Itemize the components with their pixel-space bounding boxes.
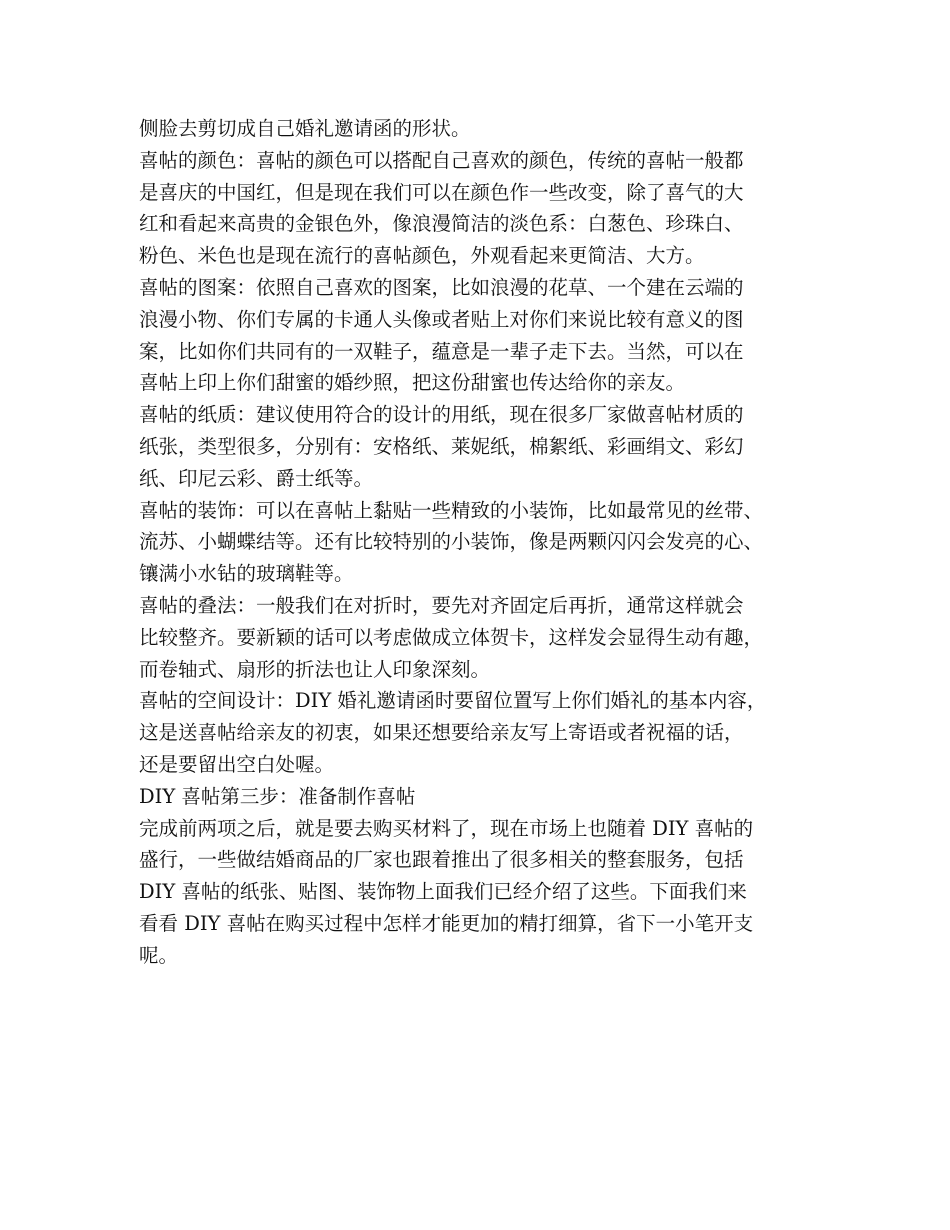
paragraph-space-design — [139, 685, 829, 780]
text-line: 盛行，一些做结婚商品的厂家也跟着推出了很多相关的整套服务，包括 — [139, 848, 744, 872]
text-line: 喜帖的颜色：喜帖的颜色可以搭配自己喜欢的颜色，传统的喜帖一般都 — [139, 148, 744, 172]
paragraph-decoration — [139, 495, 829, 590]
text-line: 喜帖的纸质：建议使用符合的设计的用纸，现在很多厂家做喜帖材质的 — [139, 403, 744, 427]
text-line: DIY 喜帖的纸张、贴图、装饰物上面我们已经介绍了这些。下面我们来 — [139, 880, 747, 904]
text-line: 还是要留出空白处喔。 — [139, 752, 335, 776]
text-line: 比较整齐。要新颖的话可以考虑做成立体贺卡，这样发会显得生动有趣， — [139, 625, 764, 649]
text-line: 看看 DIY 喜帖在购买过程中怎样才能更加的精打细算，省下一小笔开支 — [139, 911, 754, 935]
text-line: 而卷轴式、扇形的折法也让人印象深刻。 — [139, 657, 491, 681]
text-line: DIY 喜帖第三步：准备制作喜帖 — [139, 784, 416, 808]
text-line: 流苏、小蝴蝶结等。还有比较特别的小装饰，像是两颗闪闪会发亮的心、 — [139, 530, 764, 554]
document-body — [139, 113, 829, 972]
paragraph-folding — [139, 590, 829, 685]
text-line: 喜帖的叠法：一般我们在对折时，要先对齐固定后再折，通常这样就会 — [139, 593, 744, 617]
text-line: 喜帖上印上你们甜蜜的婚纱照，把这份甜蜜也传达给你的亲友。 — [139, 371, 686, 395]
paragraph-shape-intro — [139, 113, 829, 145]
text-line: 侧脸去剪切成自己婚礼邀请函的形状。 — [139, 117, 471, 140]
text-line: 纸、印尼云彩、爵士纸等。 — [139, 466, 374, 490]
paragraph-purchase — [139, 813, 829, 972]
text-line: 完成前两项之后，就是要去购买材料了，现在市场上也随着 DIY 喜帖的 — [139, 816, 754, 840]
text-line: 案，比如你们共同有的一双鞋子，蕴意是一辈子走下去。当然，可以在 — [139, 339, 744, 363]
text-line: 喜帖的图案：依照自己喜欢的图案，比如浪漫的花草、一个建在云端的 — [139, 275, 744, 299]
text-line: 粉色、米色也是现在流行的喜帖颜色，外观看起来更简洁、大方。 — [139, 244, 705, 268]
text-line: 呢。 — [139, 943, 179, 967]
section-heading-step-three — [139, 781, 829, 813]
paragraph-color — [139, 145, 829, 272]
paragraph-pattern — [139, 272, 829, 399]
text-line: 喜帖的装饰：可以在喜帖上黏贴一些精致的小装饰，比如最常见的丝带、 — [139, 498, 764, 522]
paragraph-paper — [139, 399, 829, 494]
text-line: 喜帖的空间设计：DIY 婚礼邀请函时要留位置写上你们婚礼的基本内容， — [139, 689, 767, 713]
text-line: 这是送喜帖给亲友的初衷，如果还想要给亲友写上寄语或者祝福的话， — [139, 721, 744, 745]
text-line: 镶满小水钻的玻璃鞋等。 — [139, 562, 354, 586]
text-line: 浪漫小物、你们专属的卡通人头像或者贴上对你们来说比较有意义的图 — [139, 307, 744, 331]
text-line: 纸张，类型很多，分别有：安格纸、莱妮纸，棉絮纸、彩画绢文、彩幻 — [139, 434, 744, 458]
text-line: 红和看起来高贵的金银色外，像浪漫简洁的淡色系：白葱色、珍珠白、 — [139, 212, 744, 236]
text-line: 是喜庆的中国红，但是现在我们可以在颜色作一些改变，除了喜气的大 — [139, 180, 744, 204]
